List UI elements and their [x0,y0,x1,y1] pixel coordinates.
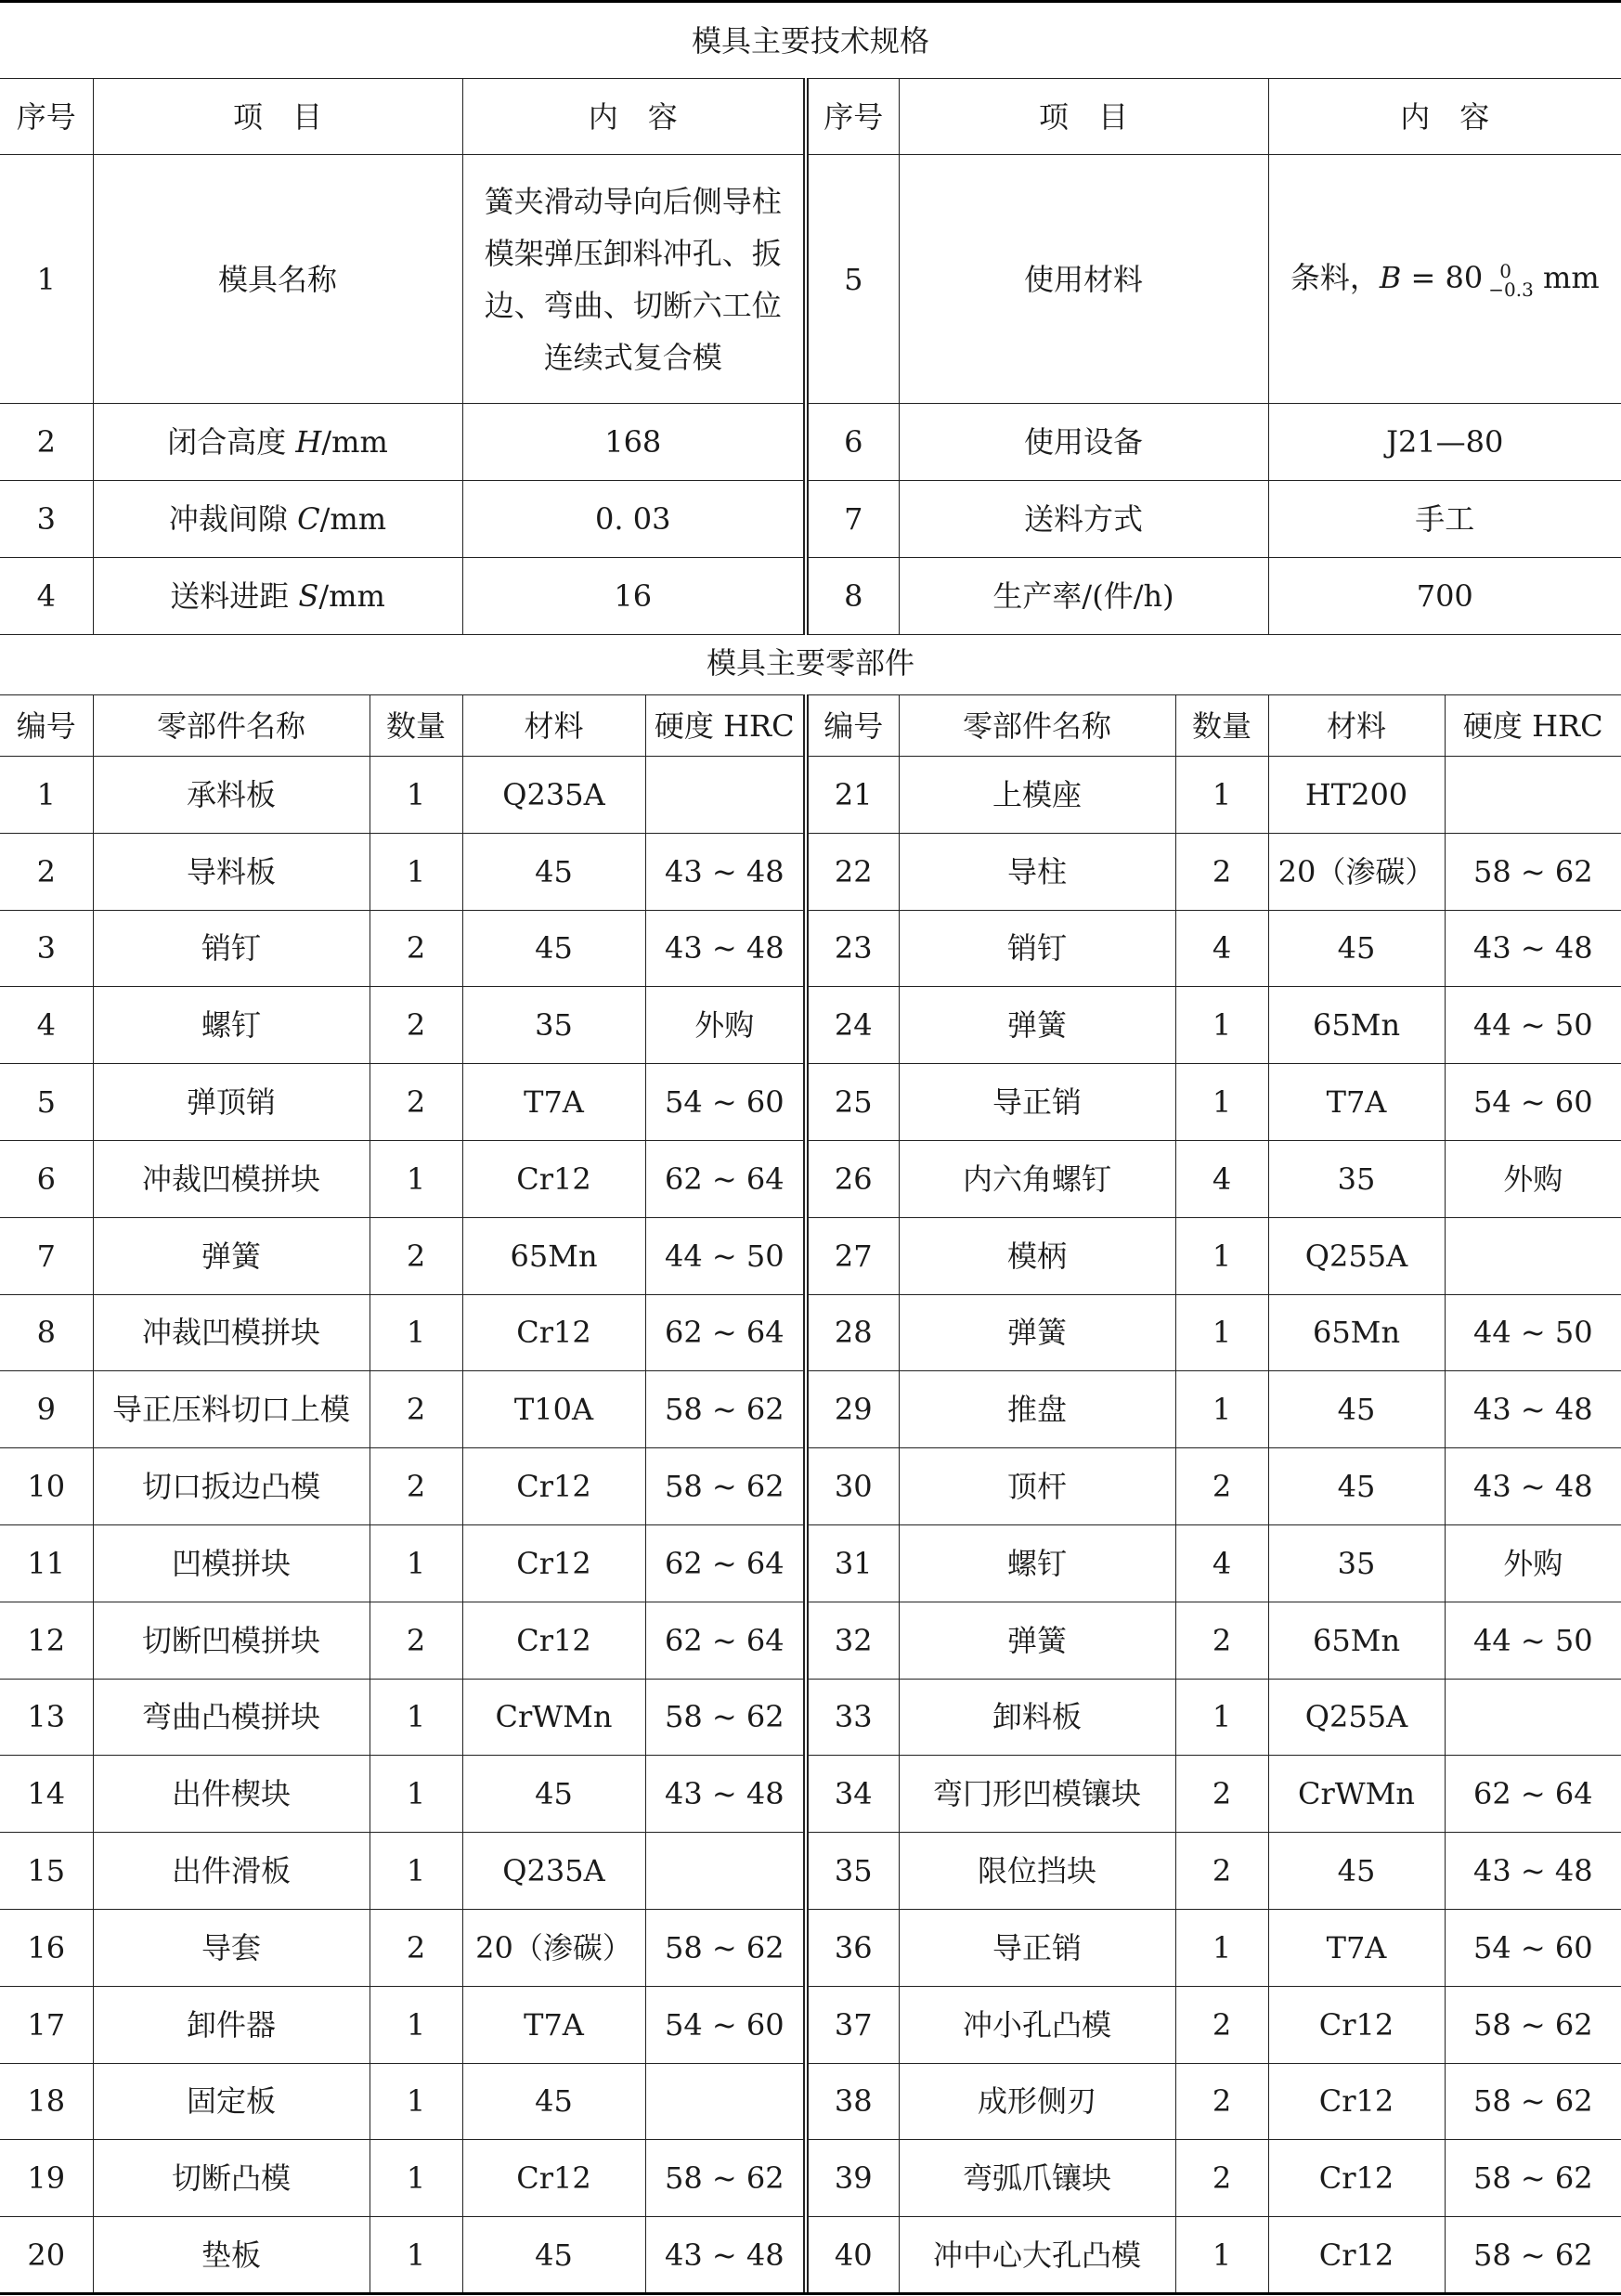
spec-item: 送料方式 [899,481,1268,558]
part-hardness [645,2063,806,2140]
part-quantity: 1 [1175,987,1268,1064]
part-material: 35 [462,987,645,1064]
part-hardness: 62 ~ 64 [645,1294,806,1371]
part-name: 弯曲凸模拼块 [93,1679,370,1756]
part-number: 17 [0,1986,93,2063]
spec-item-variable: C [297,501,320,537]
part-name: 导料板 [93,833,370,910]
width-value: = 80 [1410,260,1484,296]
part-number: 39 [806,2140,899,2217]
part-material: 20（渗碳） [1268,833,1445,910]
part-material: 45 [1268,1448,1445,1525]
part-hardness: 58 ~ 62 [1445,2217,1621,2294]
spec-number: 3 [0,481,93,558]
part-number: 8 [0,1294,93,1371]
part-quantity: 2 [1175,1833,1268,1910]
part-hardness: 44 ~ 50 [645,1217,806,1294]
part-number: 13 [0,1679,93,1756]
bottom-rule [0,2292,1621,2295]
part-hardness: 54 ~ 60 [1445,1064,1621,1141]
part-material: Cr12 [1268,2063,1445,2140]
part-number: 40 [806,2217,899,2294]
spec-header-cell: 内 容 [462,79,806,155]
part-quantity: 4 [1175,910,1268,987]
spec-item: 生产率/(件/h) [899,558,1268,635]
tolerance-lower: −0.3 [1488,278,1534,301]
part-hardness: 44 ~ 50 [1445,1602,1621,1679]
parts-row [0,2140,1621,2217]
part-quantity: 2 [1175,1448,1268,1525]
part-number: 2 [0,833,93,910]
part-name: 固定板 [93,2063,370,2140]
part-name: 卸料板 [899,1679,1175,1756]
part-hardness [1445,757,1621,834]
part-name: 螺钉 [899,1524,1175,1602]
spec-row [0,481,1621,558]
part-quantity: 1 [1175,1294,1268,1371]
part-number: 16 [0,1909,93,1986]
spec-number: 1 [0,155,93,404]
part-hardness: 62 ~ 64 [645,1140,806,1217]
parts-header-cell: 硬度 HRC [645,695,806,757]
part-hardness: 43 ~ 48 [645,2217,806,2294]
part-number: 31 [806,1524,899,1602]
spec-item [93,558,462,635]
spec-item: 模具名称 [93,155,462,404]
part-hardness: 外购 [1445,1140,1621,1217]
part-quantity: 1 [1175,1064,1268,1141]
part-name: 导柱 [899,833,1175,910]
part-hardness: 62 ~ 64 [645,1524,806,1602]
part-number: 36 [806,1909,899,1986]
part-hardness: 外购 [1445,1524,1621,1602]
part-hardness: 58 ~ 62 [1445,833,1621,910]
part-name: 销钉 [93,910,370,987]
part-hardness: 44 ~ 50 [1445,987,1621,1064]
part-material: 35 [1268,1140,1445,1217]
part-hardness: 58 ~ 62 [1445,2140,1621,2217]
part-number: 5 [0,1064,93,1141]
part-name: 冲裁凹模拼块 [93,1140,370,1217]
part-material: CrWMn [1268,1756,1445,1833]
parts-row [0,757,1621,834]
part-name: 模柄 [899,1217,1175,1294]
tolerance-upper: 0 [1499,259,1511,282]
parts-header-cell: 零部件名称 [93,695,370,757]
part-material: Cr12 [1268,1986,1445,2063]
part-material: 20（渗碳） [462,1909,645,1986]
spec-header-cell: 项 目 [899,79,1268,155]
spec-value: 手工 [1268,481,1621,558]
part-quantity: 1 [370,1294,462,1371]
part-hardness: 43 ~ 48 [1445,1448,1621,1525]
spec-row [0,404,1621,481]
parts-header-cell: 编号 [0,695,93,757]
part-name: 导正压料切口上模 [93,1371,370,1448]
part-number: 34 [806,1756,899,1833]
part-material: T7A [1268,1909,1445,1986]
parts-row [0,1833,1621,1910]
part-number: 38 [806,2063,899,2140]
part-name: 弹簧 [899,987,1175,1064]
parts-row [0,1756,1621,1833]
spec-item-text: 闭合高度 [167,424,296,460]
part-material: 65Mn [1268,1602,1445,1679]
spec-item-variable: S [298,578,319,614]
part-quantity: 4 [1175,1140,1268,1217]
spec-value: 16 [462,558,806,635]
part-number: 35 [806,1833,899,1910]
part-number: 11 [0,1524,93,1602]
part-number: 9 [0,1371,93,1448]
parts-header-cell: 材料 [462,695,645,757]
part-material: CrWMn [462,1679,645,1756]
parts-row [0,1986,1621,2063]
parts-header-row [0,695,1621,757]
parts-table-title: 模具主要零部件 [706,645,914,681]
part-number: 4 [0,987,93,1064]
part-number: 29 [806,1371,899,1448]
part-quantity: 2 [370,1371,462,1448]
part-name: 弹簧 [899,1602,1175,1679]
part-material: Cr12 [1268,2140,1445,2217]
spec-header-cell: 项 目 [93,79,462,155]
part-quantity: 2 [370,1909,462,1986]
spec-item-text: 冲裁间隙 [168,501,298,537]
part-hardness: 58 ~ 62 [645,1679,806,1756]
part-name: 弹顶销 [93,1064,370,1141]
parts-header-cell: 数量 [1175,695,1268,757]
part-number: 25 [806,1064,899,1141]
spec-number: 4 [0,558,93,635]
part-material: 35 [1268,1524,1445,1602]
part-hardness: 外购 [645,987,806,1064]
part-name: 弯弧爪镶块 [899,2140,1175,2217]
part-material: Q235A [462,757,645,834]
spec-value: J21—80 [1268,404,1621,481]
spec-value: 0. 03 [462,481,806,558]
part-hardness [645,757,806,834]
width-unit: mm [1542,260,1600,296]
part-number: 20 [0,2217,93,2294]
part-quantity: 2 [1175,1602,1268,1679]
part-hardness: 58 ~ 62 [645,2140,806,2217]
part-name: 垫板 [93,2217,370,2294]
part-number: 23 [806,910,899,987]
spec-item-unit: /mm [318,578,385,614]
part-name: 弹簧 [899,1294,1175,1371]
part-name: 冲小孔凸模 [899,1986,1175,2063]
part-name: 卸件器 [93,1986,370,2063]
parts-row [0,1524,1621,1602]
part-quantity: 2 [1175,1756,1268,1833]
spec-number: 7 [806,481,899,558]
spec-header-cell: 内 容 [1268,79,1621,155]
part-hardness: 44 ~ 50 [1445,1294,1621,1371]
part-material: 45 [1268,1833,1445,1910]
part-hardness: 54 ~ 60 [1445,1909,1621,1986]
part-quantity: 2 [370,1448,462,1525]
spec-item-text: 送料进距 [170,578,299,614]
part-number: 18 [0,2063,93,2140]
parts-row [0,1679,1621,1756]
part-quantity: 1 [370,1140,462,1217]
parts-row [0,1064,1621,1141]
spec-number: 5 [806,155,899,404]
spec-item-unit: /mm [319,501,387,537]
part-hardness: 43 ~ 48 [645,910,806,987]
part-number: 21 [806,757,899,834]
part-material: T7A [462,1064,645,1141]
part-material: Q255A [1268,1217,1445,1294]
parts-row [0,1140,1621,1217]
parts-row [0,1602,1621,1679]
part-quantity: 2 [370,1217,462,1294]
part-name: 内六角螺钉 [899,1140,1175,1217]
parts-header-cell: 材料 [1268,695,1445,757]
part-name: 销钉 [899,910,1175,987]
part-material: Cr12 [1268,2217,1445,2294]
top-rule [0,0,1621,3]
part-material: Cr12 [462,1140,645,1217]
part-material: T7A [462,1986,645,2063]
part-name: 承料板 [93,757,370,834]
part-quantity: 1 [1175,757,1268,834]
parts-row [0,2063,1621,2140]
part-material: Q235A [462,1833,645,1910]
part-quantity: 2 [370,910,462,987]
part-material: Cr12 [462,1448,645,1525]
spec-number: 6 [806,404,899,481]
part-quantity: 1 [370,1524,462,1602]
part-name: 冲裁凹模拼块 [93,1294,370,1371]
parts-row [0,1217,1621,1294]
part-number: 28 [806,1294,899,1371]
part-material: Cr12 [462,2140,645,2217]
part-material: 65Mn [1268,987,1445,1064]
spec-value: 700 [1268,558,1621,635]
part-name: 导套 [93,1909,370,1986]
part-material: Cr12 [462,1602,645,1679]
part-material: 45 [462,1756,645,1833]
part-hardness: 58 ~ 62 [645,1909,806,1986]
spec-table-title: 模具主要技术规格 [691,23,929,58]
part-number: 24 [806,987,899,1064]
part-name: 出件滑板 [93,1833,370,1910]
part-name: 凹模拼块 [93,1524,370,1602]
part-quantity: 1 [1175,2217,1268,2294]
part-quantity: 2 [1175,833,1268,910]
spec-item-unit: /mm [321,424,388,460]
spec-item: 使用设备 [899,404,1268,481]
part-material: 45 [462,833,645,910]
part-hardness: 43 ~ 48 [1445,910,1621,987]
part-quantity: 1 [370,1756,462,1833]
part-quantity: 2 [1175,1986,1268,2063]
part-name: 冲中心大孔凸模 [899,2217,1175,2294]
part-material: 45 [1268,910,1445,987]
part-quantity: 2 [1175,2140,1268,2217]
parts-row [0,1909,1621,1986]
part-material: Cr12 [462,1294,645,1371]
part-quantity: 1 [370,2217,462,2294]
part-number: 14 [0,1756,93,1833]
part-quantity: 2 [370,987,462,1064]
part-number: 1 [0,757,93,834]
spec-table [0,78,1621,635]
parts-table [0,694,1621,2294]
parts-header-cell: 硬度 HRC [1445,695,1621,757]
width-variable: B [1379,260,1402,296]
part-hardness [1445,1217,1621,1294]
parts-row [0,2217,1621,2294]
part-hardness: 58 ~ 62 [645,1371,806,1448]
part-material: 65Mn [462,1217,645,1294]
part-hardness: 43 ~ 48 [645,833,806,910]
part-hardness: 58 ~ 62 [1445,2063,1621,2140]
part-name: 出件楔块 [93,1756,370,1833]
parts-header-cell: 数量 [370,695,462,757]
part-name: 切断凸模 [93,2140,370,2217]
parts-header-cell: 零部件名称 [899,695,1175,757]
part-name: 推盘 [899,1371,1175,1448]
part-material: 65Mn [1268,1294,1445,1371]
parts-header-cell: 编号 [806,695,899,757]
part-hardness: 62 ~ 64 [645,1602,806,1679]
part-name: 限位挡块 [899,1833,1175,1910]
spec-item [93,404,462,481]
part-hardness: 54 ~ 60 [645,1986,806,2063]
part-quantity: 1 [370,2140,462,2217]
part-number: 27 [806,1217,899,1294]
spec-item: 使用材料 [899,155,1268,404]
part-number: 32 [806,1602,899,1679]
parts-row [0,1294,1621,1371]
part-name: 螺钉 [93,987,370,1064]
material-prefix: 条料， [1290,260,1380,296]
part-quantity: 1 [370,757,462,834]
parts-row [0,1448,1621,1525]
part-material: 45 [1268,1371,1445,1448]
part-name: 导正销 [899,1909,1175,1986]
part-material: 45 [462,2063,645,2140]
part-hardness: 43 ~ 48 [645,1756,806,1833]
part-number: 10 [0,1448,93,1525]
part-material: 45 [462,2217,645,2294]
part-material: Q255A [1268,1679,1445,1756]
part-number: 19 [0,2140,93,2217]
part-number: 30 [806,1448,899,1525]
part-number: 15 [0,1833,93,1910]
spec-item [93,481,462,558]
part-number: 37 [806,1986,899,2063]
parts-row [0,910,1621,987]
part-quantity: 2 [370,1064,462,1141]
part-name: 切断凹模拼块 [93,1602,370,1679]
part-number: 26 [806,1140,899,1217]
part-material: 45 [462,910,645,987]
part-number: 22 [806,833,899,910]
part-number: 33 [806,1679,899,1756]
part-name: 弹簧 [93,1217,370,1294]
part-quantity: 1 [1175,1371,1268,1448]
parts-row [0,987,1621,1064]
part-name: 顶杆 [899,1448,1175,1525]
part-hardness: 43 ~ 48 [1445,1833,1621,1910]
part-quantity: 2 [370,1602,462,1679]
part-hardness: 62 ~ 64 [1445,1756,1621,1833]
parts-row [0,833,1621,910]
part-material: T10A [462,1371,645,1448]
part-name: 上模座 [899,757,1175,834]
part-quantity: 1 [1175,1679,1268,1756]
part-quantity: 1 [1175,1217,1268,1294]
part-material: Cr12 [462,1524,645,1602]
part-quantity: 1 [370,1833,462,1910]
part-hardness: 58 ~ 62 [1445,1986,1621,2063]
spec-value-material [1268,155,1621,404]
part-number: 3 [0,910,93,987]
spec-item-variable: H [295,424,322,460]
part-hardness: 58 ~ 62 [645,1448,806,1525]
part-material: T7A [1268,1064,1445,1141]
part-hardness: 43 ~ 48 [1445,1371,1621,1448]
spec-number: 8 [806,558,899,635]
part-name: 切口扳边凸模 [93,1448,370,1525]
part-number: 6 [0,1140,93,1217]
part-quantity: 1 [370,2063,462,2140]
part-quantity: 1 [1175,1909,1268,1986]
spec-row [0,155,1621,404]
part-quantity: 1 [370,1986,462,2063]
parts-row [0,1371,1621,1448]
part-hardness [1445,1679,1621,1756]
part-number: 7 [0,1217,93,1294]
part-name: 成形侧刃 [899,2063,1175,2140]
spec-header-cell: 序号 [806,79,899,155]
part-material: HT200 [1268,757,1445,834]
part-quantity: 1 [370,833,462,910]
part-name: 导正销 [899,1064,1175,1141]
tolerance [1488,259,1534,301]
spec-value: 簧夹滑动导向后侧导柱模架弹压卸料冲孔、扳边、弯曲、切断六工位连续式复合模 [462,155,806,404]
spec-header-cell: 序号 [0,79,93,155]
part-number: 12 [0,1602,93,1679]
spec-row [0,558,1621,635]
spec-number: 2 [0,404,93,481]
part-hardness: 54 ~ 60 [645,1064,806,1141]
spec-header-row [0,79,1621,155]
part-name: 弯冂形凹模镶块 [899,1756,1175,1833]
spec-value: 168 [462,404,806,481]
part-hardness [645,1833,806,1910]
part-quantity: 1 [370,1679,462,1756]
part-quantity: 4 [1175,1524,1268,1602]
part-quantity: 2 [1175,2063,1268,2140]
